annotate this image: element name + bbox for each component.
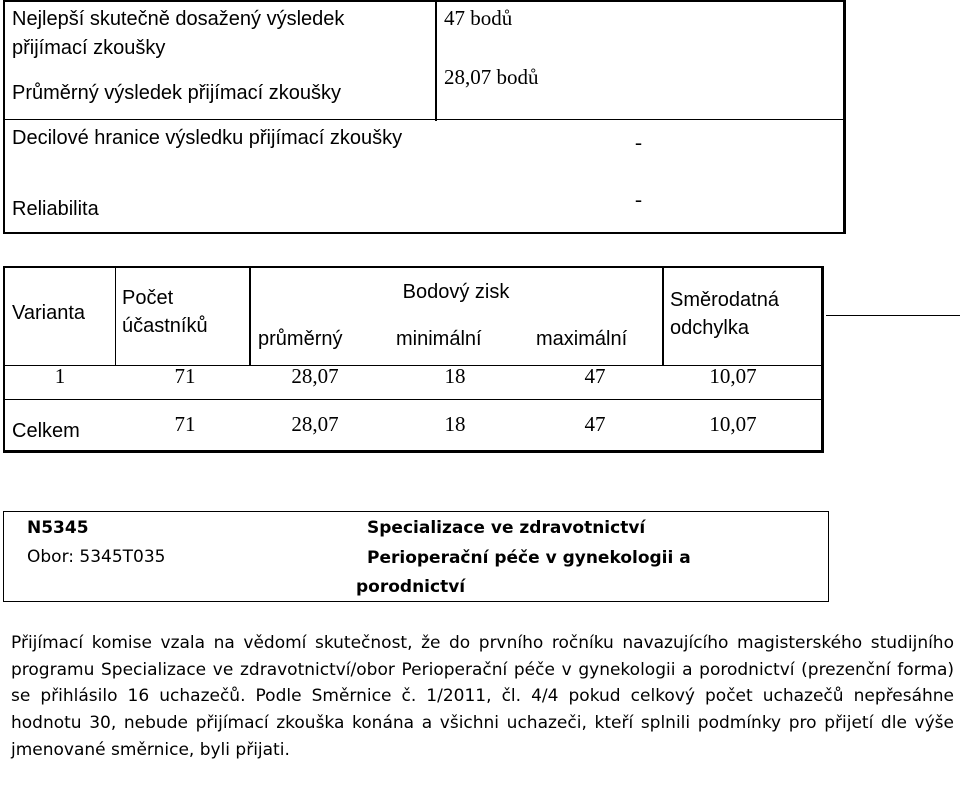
cell-pocet: 71 [174,364,196,388]
grid-line [115,268,116,366]
summary-column-divider [435,2,437,121]
cell-celkem: Celkem [12,420,80,442]
program-field-line2: porodnictví [356,577,466,597]
header-smerodatna: Směrodatná odchylka [670,289,779,339]
program-specialization: Specializace ve zdravotnictví [367,518,646,538]
grid-line [5,399,821,400]
header-varianta: Varianta [12,302,86,324]
summary-label-best: Nejlepší skutečně dosažený výsledek přijímací zkoušky [12,8,345,59]
header-pocet: Počet účastníků [122,287,208,337]
program-box [3,511,829,602]
program-field-line1: Perioperační péče v gynekologii a [367,548,691,568]
header-minimalni: minimální [396,328,482,350]
cell-prumerny: 28,07 [291,364,339,388]
cell-odchylka-total: 10,07 [709,412,757,436]
cell-pocet-total: 71 [174,412,196,436]
header-maximalni: maximální [536,328,628,350]
program-obor: Obor: 5345T035 [27,547,166,567]
header-prumerny: průměrný [258,328,343,350]
summary-value-best: 47 bodů [444,6,513,30]
program-code: N5345 [27,518,89,538]
cell-maximalni-total: 47 [584,412,606,436]
summary-label-decile: Decilové hranice výsledku přijímací zkoušky [12,127,403,149]
cell-varianta: 1 [54,364,66,388]
cell-minimalni-total: 18 [444,412,466,436]
cell-minimalni: 18 [444,364,466,388]
admission-paragraph: Přijímací komise vzala na vědomí skutečnost, že do prvního ročníku navazujícího magisterského studijního programu Specializace ve zdravotnictví/obor Perioperační péče v gynekologii a porodnictví (prezenční forma) se přihlásilo 16 uchazečů. Podle Směrnice č. 1/2011, čl. 4/4 pokud celkový počet uchazečů nepřesáhne hodnotu 30, nebude přijímací zkouška konána a všichni uchazeči, kteří splnili podmínky pro přijetí dle výše jmenované směrnice, byli přijati. [11,633,954,760]
cell-odchylka: 10,07 [709,364,757,388]
summary-label-average: Průměrný výsledek přijímací zkoušky [12,82,341,104]
summary-value-reliability: - [635,187,642,211]
summary-value-average: 28,07 bodů [444,65,539,89]
summary-label-reliability: Reliabilita [12,198,99,220]
header-bodovy-zisk: Bodový zisk [402,281,510,303]
grid-line [662,268,664,366]
summary-value-decile: - [635,130,642,154]
cell-prumerny-total: 28,07 [291,412,339,436]
cell-maximalni: 47 [584,364,606,388]
summary-row-divider [5,119,843,120]
results-table [3,266,824,453]
table-line-extension [826,315,960,316]
summary-table [3,0,846,234]
